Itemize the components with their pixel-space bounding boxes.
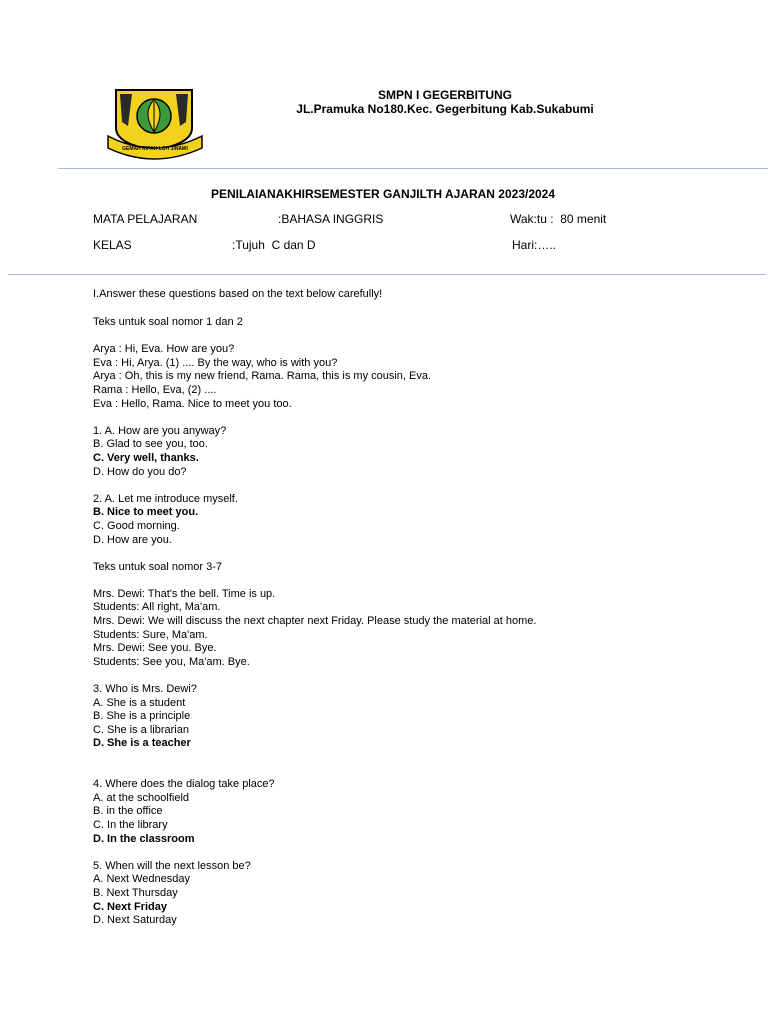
info-divider [8,274,766,275]
q2-option: 2. A. Let me introduce myself. [93,492,238,505]
class-value: :Tujuh C dan D [232,238,316,252]
q3-option: A. She is a student [93,696,186,709]
subject-label: MATA PELAJARAN [93,212,198,226]
text1-title: Teks untuk soal nomor 1 dan 2 [93,315,243,328]
q3-answer: D. She is a teacher [93,737,191,750]
q5-question: 5. When will the next lesson be? [93,859,251,872]
instruction: I.Answer these questions based on the text below carefully! [93,288,383,300]
q5-option: A. Next Wednesday [93,873,191,886]
exam-title: PENILAIANAKHIRSEMESTER GANJILTH AJARAN 2023/2024 [210,187,556,201]
q2-option: D. How are you. [93,533,172,546]
text2-title: Teks untuk soal nomor 3-7 [93,560,223,573]
school-name: SMPN I GEGERBITUNG [377,88,512,102]
q1-option: 1. A. How are you anyway? [93,424,227,437]
q3-question: 3. Who is Mrs. Dewi? [93,683,197,696]
q3-option: B. She is a principle [93,710,191,723]
q4-answer: D. In the classroom [93,832,195,845]
dialog-line: Eva : Hello, Rama. Nice to meet you too. [93,397,292,410]
dialog-line: Rama : Hello, Eva, (2) .... [93,383,217,396]
school-logo [106,86,206,162]
dialog-line: Students: Sure, Ma'am. [93,628,208,641]
header-divider [58,168,768,169]
q5-option: B. Next Thursday [93,886,178,899]
q3-option: C. She is a librarian [93,723,189,736]
dialog-line: Arya : Oh, this is my new friend, Rama. Rama, this is my cousin, Eva. [93,370,432,383]
q4-option: C. In the library [93,818,168,831]
q1-answer: C. Very well, thanks. [93,451,199,464]
logo-motto: GEMAH RIPAH LOH JINAWI [122,146,188,152]
q1-option: B. Glad to see you, too. [93,438,208,451]
dialog-line: Mrs. Dewi: We will discuss the next chapter next Friday. Please study the material at home. [93,615,537,628]
q1-option: D. How do you do? [93,465,187,478]
class-label: KELAS [93,238,132,252]
q2-option: C. Good morning. [93,519,180,532]
school-address: JL.Pramuka No180.Kec. Gegerbitung Kab.Sukabumi [296,102,594,116]
dialog-line: Eva : Hi, Arya. (1) .... By the way, who is with you? [93,356,338,369]
dialog-line: Students: All right, Ma'am. [93,601,221,614]
exam-content [93,288,733,928]
q4-option: B. in the office [93,805,163,818]
dialog-line: Mrs. Dewi: See you. Bye. [93,642,217,655]
exam-day: Hari:….. [512,238,557,252]
q5-answer: C. Next Friday [93,900,167,913]
dialog-line: Mrs. Dewi: That's the bell. Time is up. [93,587,276,600]
q2-answer: B. Nice to meet you. [93,506,199,519]
dialog-line: Arya : Hi, Eva. How are you? [93,343,235,356]
q5-option: D. Next Saturday [93,914,177,927]
q4-question: 4. Where does the dialog take place? [93,778,275,791]
q4-option: A. at the schoolfield [93,791,190,804]
subject-value: :BAHASA INGGRIS [278,212,384,226]
dialog-line: Students: See you, Ma'am. Bye. [93,655,250,668]
exam-duration: Wak:tu : 80 menit [510,212,607,226]
